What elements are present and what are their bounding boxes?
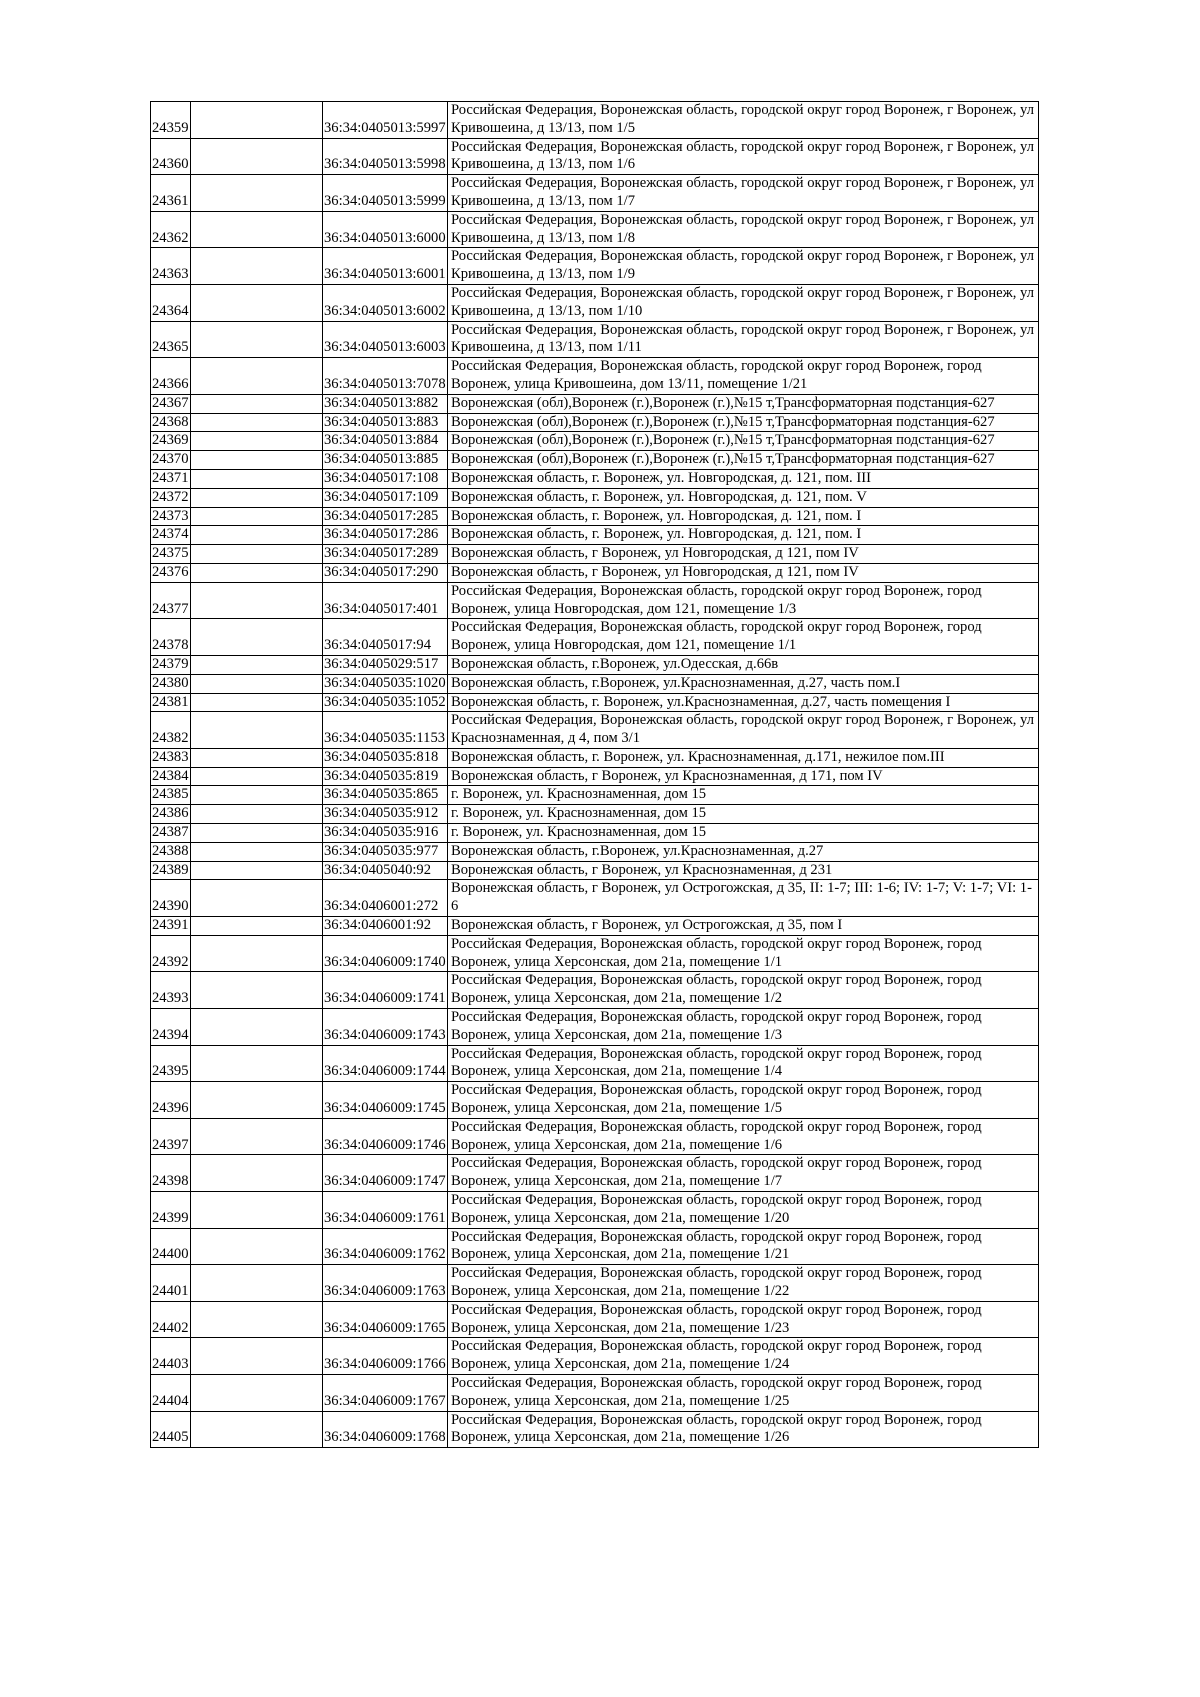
cadastral-number: 36:34:0405029:517 <box>323 655 448 674</box>
table-row <box>151 1009 1039 1046</box>
cadastral-number: 36:34:0405017:109 <box>323 488 448 507</box>
empty-cell <box>191 1228 323 1265</box>
table-row <box>151 507 1039 526</box>
empty-cell <box>191 1009 323 1046</box>
cadastral-number: 36:34:0405035:818 <box>323 748 448 767</box>
empty-cell <box>191 619 323 656</box>
empty-cell <box>191 712 323 749</box>
address: Российская Федерация, Воронежская область, городской округ город Воронеж, г Воронеж, ул Кривошеина, д 13/13, пом 1/11 <box>448 321 1039 358</box>
table-row <box>151 767 1039 786</box>
row-number: 24371 <box>151 469 191 488</box>
cadastral-number: 36:34:0405035:819 <box>323 767 448 786</box>
row-number: 24360 <box>151 138 191 175</box>
table-row <box>151 1192 1039 1229</box>
row-number: 24382 <box>151 712 191 749</box>
empty-cell <box>191 563 323 582</box>
empty-cell <box>191 102 323 139</box>
cadastral-number: 36:34:0405013:885 <box>323 451 448 470</box>
cadastral-number: 36:34:0405040:92 <box>323 861 448 880</box>
empty-cell <box>191 693 323 712</box>
table-row <box>151 1082 1039 1119</box>
address: Воронежская (обл),Воронеж (г.),Воронеж (г.),№15 т,Трансформаторная подстанция-627 <box>448 413 1039 432</box>
empty-cell <box>191 917 323 936</box>
row-number: 24378 <box>151 619 191 656</box>
table-row <box>151 880 1039 917</box>
table-row <box>151 1118 1039 1155</box>
address: Воронежская область, г Воронеж, ул Острогожская, д 35, пом I <box>448 917 1039 936</box>
row-number: 24376 <box>151 563 191 582</box>
cadastral-number: 36:34:0405013:5997 <box>323 102 448 139</box>
row-number: 24387 <box>151 824 191 843</box>
cadastral-number: 36:34:0405017:401 <box>323 582 448 619</box>
row-number: 24380 <box>151 674 191 693</box>
address: Российская Федерация, Воронежская область, городской округ город Воронеж, город Воронеж, улица Новгородская, дом 121, помещение 1/1 <box>448 619 1039 656</box>
table-row <box>151 175 1039 212</box>
address: Воронежская область, г.Воронеж, ул.Одесская, д.66в <box>448 655 1039 674</box>
row-number: 24366 <box>151 358 191 395</box>
empty-cell <box>191 935 323 972</box>
empty-cell <box>191 1082 323 1119</box>
cadastral-number: 36:34:0405035:1153 <box>323 712 448 749</box>
cadastral-number: 36:34:0406001:272 <box>323 880 448 917</box>
cadastral-number: 36:34:0406009:1767 <box>323 1374 448 1411</box>
empty-cell <box>191 748 323 767</box>
table-row <box>151 861 1039 880</box>
address: Российская Федерация, Воронежская область, городской округ город Воронеж, город Воронеж, улица Херсонская, дом 21а, помещение 1/4 <box>448 1045 1039 1082</box>
cadastral-number: 36:34:0405035:912 <box>323 805 448 824</box>
empty-cell <box>191 451 323 470</box>
empty-cell <box>191 284 323 321</box>
address: Воронежская область, г. Воронеж, ул. Новгородская, д. 121, пом. I <box>448 526 1039 545</box>
table-row <box>151 545 1039 564</box>
row-number: 24375 <box>151 545 191 564</box>
empty-cell <box>191 655 323 674</box>
table-row <box>151 674 1039 693</box>
table-row <box>151 413 1039 432</box>
address: Воронежская область, г. Воронеж, ул. Краснознаменная, д.171, нежилое пом.III <box>448 748 1039 767</box>
empty-cell <box>191 1155 323 1192</box>
row-number: 24395 <box>151 1045 191 1082</box>
table-row <box>151 972 1039 1009</box>
row-number: 24403 <box>151 1338 191 1375</box>
table-row <box>151 211 1039 248</box>
address: г. Воронеж, ул. Краснознаменная, дом 15 <box>448 824 1039 843</box>
table-row <box>151 488 1039 507</box>
table-row <box>151 1301 1039 1338</box>
cadastral-number: 36:34:0405013:6003 <box>323 321 448 358</box>
empty-cell <box>191 545 323 564</box>
address: г. Воронеж, ул. Краснознаменная, дом 15 <box>448 786 1039 805</box>
cadastral-number: 36:34:0406009:1744 <box>323 1045 448 1082</box>
row-number: 24391 <box>151 917 191 936</box>
cadastral-number: 36:34:0405013:5999 <box>323 175 448 212</box>
table-row <box>151 1411 1039 1448</box>
table-row <box>151 451 1039 470</box>
table-row <box>151 432 1039 451</box>
address: Воронежская область, г. Воронеж, ул. Новгородская, д. 121, пом. I <box>448 507 1039 526</box>
empty-cell <box>191 211 323 248</box>
cadastral-number: 36:34:0405013:882 <box>323 394 448 413</box>
row-number: 24390 <box>151 880 191 917</box>
cadastral-number: 36:34:0406009:1765 <box>323 1301 448 1338</box>
row-number: 24386 <box>151 805 191 824</box>
address: Воронежская область, г. Воронеж, ул. Новгородская, д. 121, пом. III <box>448 469 1039 488</box>
address: Российская Федерация, Воронежская область, городской округ город Воронеж, г Воронеж, ул Кривошеина, д 13/13, пом 1/6 <box>448 138 1039 175</box>
cadastral-number: 36:34:0405035:865 <box>323 786 448 805</box>
row-number: 24369 <box>151 432 191 451</box>
row-number: 24361 <box>151 175 191 212</box>
table-row <box>151 748 1039 767</box>
cadastral-number: 36:34:0406009:1740 <box>323 935 448 972</box>
empty-cell <box>191 674 323 693</box>
table-row <box>151 284 1039 321</box>
row-number: 24364 <box>151 284 191 321</box>
table-row <box>151 805 1039 824</box>
address: Российская Федерация, Воронежская область, городской округ город Воронеж, город Воронеж, улица Херсонская, дом 21а, помещение 1/7 <box>448 1155 1039 1192</box>
table-row <box>151 1338 1039 1375</box>
row-number: 24377 <box>151 582 191 619</box>
address: Воронежская область, г Воронеж, ул Острогожская, д 35, II: 1-7; III: 1-6; IV: 1-7; V: 1-7; VI: 1-6 <box>448 880 1039 917</box>
cadastral-number: 36:34:0406009:1763 <box>323 1265 448 1302</box>
cadastral-number: 36:34:0405017:94 <box>323 619 448 656</box>
empty-cell <box>191 175 323 212</box>
cadastral-number: 36:34:0405017:286 <box>323 526 448 545</box>
table-row <box>151 824 1039 843</box>
cadastral-number: 36:34:0405017:290 <box>323 563 448 582</box>
empty-cell <box>191 526 323 545</box>
cadastral-number: 36:34:0405017:108 <box>323 469 448 488</box>
address: Российская Федерация, Воронежская область, городской округ город Воронеж, г Воронеж, ул Кривошеина, д 13/13, пом 1/8 <box>448 211 1039 248</box>
cadastral-number: 36:34:0405013:7078 <box>323 358 448 395</box>
table-row <box>151 935 1039 972</box>
cadastral-number: 36:34:0405035:1020 <box>323 674 448 693</box>
address: Российская Федерация, Воронежская область, городской округ город Воронеж, город Воронеж, улица Херсонская, дом 21а, помещение 1/2 <box>448 972 1039 1009</box>
cadastral-number: 36:34:0406009:1761 <box>323 1192 448 1229</box>
address: Российская Федерация, Воронежская область, городской округ город Воронеж, город Воронеж, улица Кривошеина, дом 13/11, помещение 1/21 <box>448 358 1039 395</box>
table-row <box>151 917 1039 936</box>
table-row <box>151 1045 1039 1082</box>
cadastral-number: 36:34:0405017:285 <box>323 507 448 526</box>
cadastral-number: 36:34:0405035:916 <box>323 824 448 843</box>
cadastral-number: 36:34:0406001:92 <box>323 917 448 936</box>
address: Российская Федерация, Воронежская область, городской округ город Воронеж, город Воронеж, улица Херсонская, дом 21а, помещение 1/26 <box>448 1411 1039 1448</box>
cadastral-number: 36:34:0405035:1052 <box>323 693 448 712</box>
empty-cell <box>191 786 323 805</box>
address: Российская Федерация, Воронежская область, городской округ город Воронеж, г Воронеж, ул Кривошеина, д 13/13, пом 1/5 <box>448 102 1039 139</box>
row-number: 24398 <box>151 1155 191 1192</box>
empty-cell <box>191 582 323 619</box>
row-number: 24399 <box>151 1192 191 1229</box>
cadastral-number: 36:34:0405013:6002 <box>323 284 448 321</box>
address: Воронежская (обл),Воронеж (г.),Воронеж (г.),№15 т,Трансформаторная подстанция-627 <box>448 432 1039 451</box>
empty-cell <box>191 469 323 488</box>
empty-cell <box>191 1265 323 1302</box>
empty-cell <box>191 488 323 507</box>
table-row <box>151 138 1039 175</box>
cadastral-number: 36:34:0405017:289 <box>323 545 448 564</box>
empty-cell <box>191 321 323 358</box>
row-number: 24372 <box>151 488 191 507</box>
address: Воронежская область, г Воронеж, ул Новгородская, д 121, пом IV <box>448 563 1039 582</box>
row-number: 24370 <box>151 451 191 470</box>
row-number: 24404 <box>151 1374 191 1411</box>
cadastral-number: 36:34:0406009:1762 <box>323 1228 448 1265</box>
row-number: 24401 <box>151 1265 191 1302</box>
cadastral-number: 36:34:0406009:1746 <box>323 1118 448 1155</box>
table-row <box>151 712 1039 749</box>
cadastral-number: 36:34:0405013:884 <box>323 432 448 451</box>
address: Российская Федерация, Воронежская область, городской округ город Воронеж, город Воронеж, улица Херсонская, дом 21а, помещение 1/22 <box>448 1265 1039 1302</box>
row-number: 24383 <box>151 748 191 767</box>
row-number: 24362 <box>151 211 191 248</box>
table-row <box>151 358 1039 395</box>
empty-cell <box>191 413 323 432</box>
cadastral-number: 36:34:0406009:1768 <box>323 1411 448 1448</box>
address: Российская Федерация, Воронежская область, городской округ город Воронеж, город Воронеж, улица Херсонская, дом 21а, помещение 1/1 <box>448 935 1039 972</box>
table-row <box>151 655 1039 674</box>
address: Российская Федерация, Воронежская область, городской округ город Воронеж, город Воронеж, улица Херсонская, дом 21а, помещение 1/20 <box>448 1192 1039 1229</box>
empty-cell <box>191 1338 323 1375</box>
address: Воронежская область, г. Воронеж, ул.Краснознаменная, д.27, часть помещения I <box>448 693 1039 712</box>
row-number: 24363 <box>151 248 191 285</box>
address: Российская Федерация, Воронежская область, городской округ город Воронеж, г Воронеж, ул Кривошеина, д 13/13, пом 1/9 <box>448 248 1039 285</box>
address: Российская Федерация, Воронежская область, городской округ город Воронеж, город Воронеж, улица Херсонская, дом 21а, помещение 1/24 <box>448 1338 1039 1375</box>
table-row <box>151 1265 1039 1302</box>
table-row <box>151 321 1039 358</box>
address: Российская Федерация, Воронежская область, городской округ город Воронеж, г Воронеж, ул Краснознаменная, д 4, пом 3/1 <box>448 712 1039 749</box>
address: Воронежская область, г.Воронеж, ул.Краснознаменная, д.27 <box>448 842 1039 861</box>
table-row <box>151 1155 1039 1192</box>
row-number: 24394 <box>151 1009 191 1046</box>
row-number: 24368 <box>151 413 191 432</box>
address: Российская Федерация, Воронежская область, городской округ город Воронеж, г Воронеж, ул Кривошеина, д 13/13, пом 1/7 <box>448 175 1039 212</box>
address: Воронежская (обл),Воронеж (г.),Воронеж (г.),№15 т,Трансформаторная подстанция-627 <box>448 394 1039 413</box>
table-row <box>151 1374 1039 1411</box>
empty-cell <box>191 861 323 880</box>
table-row <box>151 786 1039 805</box>
empty-cell <box>191 880 323 917</box>
row-number: 24400 <box>151 1228 191 1265</box>
row-number: 24392 <box>151 935 191 972</box>
cadastral-number: 36:34:0405013:6000 <box>323 211 448 248</box>
cadastral-number: 36:34:0405035:977 <box>323 842 448 861</box>
row-number: 24367 <box>151 394 191 413</box>
address: Воронежская область, г. Воронеж, ул. Новгородская, д. 121, пом. V <box>448 488 1039 507</box>
cadastral-number: 36:34:0405013:883 <box>323 413 448 432</box>
table-body <box>151 102 1039 1448</box>
table-row <box>151 394 1039 413</box>
table-row <box>151 102 1039 139</box>
row-number: 24393 <box>151 972 191 1009</box>
address: Воронежская область, г Воронеж, ул Новгородская, д 121, пом IV <box>448 545 1039 564</box>
row-number: 24396 <box>151 1082 191 1119</box>
empty-cell <box>191 507 323 526</box>
row-number: 24402 <box>151 1301 191 1338</box>
empty-cell <box>191 1045 323 1082</box>
address: Воронежская область, г Воронеж, ул Краснознаменная, д 231 <box>448 861 1039 880</box>
address: Российская Федерация, Воронежская область, городской округ город Воронеж, город Воронеж, улица Херсонская, дом 21а, помещение 1/23 <box>448 1301 1039 1338</box>
empty-cell <box>191 1411 323 1448</box>
table-row <box>151 1228 1039 1265</box>
row-number: 24397 <box>151 1118 191 1155</box>
row-number: 24381 <box>151 693 191 712</box>
empty-cell <box>191 1192 323 1229</box>
cadastral-number: 36:34:0406009:1747 <box>323 1155 448 1192</box>
table-row <box>151 248 1039 285</box>
row-number: 24365 <box>151 321 191 358</box>
empty-cell <box>191 138 323 175</box>
empty-cell <box>191 824 323 843</box>
table-row <box>151 582 1039 619</box>
empty-cell <box>191 394 323 413</box>
address: Российская Федерация, Воронежская область, городской округ город Воронеж, г Воронеж, ул Кривошеина, д 13/13, пом 1/10 <box>448 284 1039 321</box>
row-number: 24389 <box>151 861 191 880</box>
table-row <box>151 469 1039 488</box>
address: г. Воронеж, ул. Краснознаменная, дом 15 <box>448 805 1039 824</box>
cadastral-number: 36:34:0406009:1766 <box>323 1338 448 1375</box>
property-registry-table <box>150 101 1039 1448</box>
row-number: 24385 <box>151 786 191 805</box>
table-row <box>151 563 1039 582</box>
address: Российская Федерация, Воронежская область, городской округ город Воронеж, город Воронеж, улица Херсонская, дом 21а, помещение 1/6 <box>448 1118 1039 1155</box>
cadastral-number: 36:34:0406009:1741 <box>323 972 448 1009</box>
address: Российская Федерация, Воронежская область, городской округ город Воронеж, город Воронеж, улица Херсонская, дом 21а, помещение 1/25 <box>448 1374 1039 1411</box>
cadastral-number: 36:34:0405013:6001 <box>323 248 448 285</box>
address: Российская Федерация, Воронежская область, городской округ город Воронеж, город Воронеж, улица Херсонская, дом 21а, помещение 1/3 <box>448 1009 1039 1046</box>
empty-cell <box>191 358 323 395</box>
address: Российская Федерация, Воронежская область, городской округ город Воронеж, город Воронеж, улица Херсонская, дом 21а, помещение 1/5 <box>448 1082 1039 1119</box>
cadastral-number: 36:34:0405013:5998 <box>323 138 448 175</box>
address: Воронежская область, г.Воронеж, ул.Краснознаменная, д.27, часть пом.I <box>448 674 1039 693</box>
row-number: 24388 <box>151 842 191 861</box>
table-row <box>151 619 1039 656</box>
empty-cell <box>191 1374 323 1411</box>
address: Воронежская (обл),Воронеж (г.),Воронеж (г.),№15 т,Трансформаторная подстанция-627 <box>448 451 1039 470</box>
row-number: 24374 <box>151 526 191 545</box>
empty-cell <box>191 805 323 824</box>
address: Воронежская область, г Воронеж, ул Краснознаменная, д 171, пом IV <box>448 767 1039 786</box>
empty-cell <box>191 432 323 451</box>
empty-cell <box>191 767 323 786</box>
row-number: 24405 <box>151 1411 191 1448</box>
table-row <box>151 526 1039 545</box>
row-number: 24379 <box>151 655 191 674</box>
empty-cell <box>191 1118 323 1155</box>
table-row <box>151 693 1039 712</box>
row-number: 24373 <box>151 507 191 526</box>
address: Российская Федерация, Воронежская область, городской округ город Воронеж, город Воронеж, улица Новгородская, дом 121, помещение 1/3 <box>448 582 1039 619</box>
table-row <box>151 842 1039 861</box>
empty-cell <box>191 248 323 285</box>
address: Российская Федерация, Воронежская область, городской округ город Воронеж, город Воронеж, улица Херсонская, дом 21а, помещение 1/21 <box>448 1228 1039 1265</box>
cadastral-number: 36:34:0406009:1745 <box>323 1082 448 1119</box>
row-number: 24384 <box>151 767 191 786</box>
empty-cell <box>191 1301 323 1338</box>
empty-cell <box>191 972 323 1009</box>
cadastral-number: 36:34:0406009:1743 <box>323 1009 448 1046</box>
row-number: 24359 <box>151 102 191 139</box>
empty-cell <box>191 842 323 861</box>
